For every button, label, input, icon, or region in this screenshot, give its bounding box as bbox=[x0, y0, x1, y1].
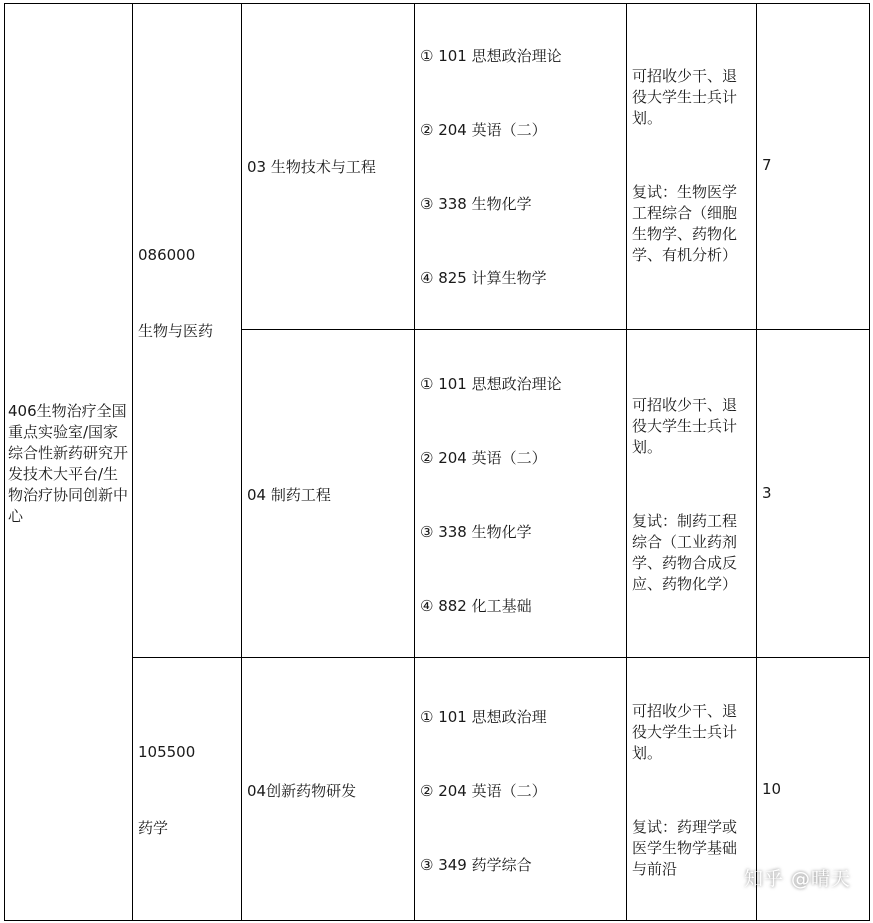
direction-name: 03 生物技术与工程 bbox=[247, 158, 376, 176]
col-divider-2 bbox=[241, 3, 242, 921]
quota-value: 7 bbox=[762, 156, 772, 174]
group-code: 086000 bbox=[138, 246, 196, 264]
note-retest: 复试：制药工程 综合（工业药剂 学、药物合成反 应、药物化学） bbox=[632, 512, 738, 593]
col-divider-0 bbox=[4, 3, 5, 921]
subject-item: ② 204 英语（二） bbox=[420, 782, 547, 800]
direction-name: 04创新药物研发 bbox=[247, 782, 357, 800]
group-name: 药学 bbox=[138, 819, 169, 837]
row-divider-2 bbox=[132, 657, 870, 658]
note-plan: 可招收少干、退 役大学生士兵计 划。 bbox=[632, 702, 738, 762]
note-retest: 复试：药理学或 医学生物学基础 与前沿 bbox=[632, 818, 738, 878]
col-divider-3 bbox=[414, 3, 415, 921]
table-border-bottom bbox=[4, 920, 870, 921]
table-border-top bbox=[4, 3, 870, 4]
note-plan: 可招收少干、退 役大学生士兵计 划。 bbox=[632, 67, 738, 127]
subject-item: ④ 882 化工基础 bbox=[420, 597, 532, 615]
subject-item: ③ 338 生物化学 bbox=[420, 195, 532, 213]
quota-value: 3 bbox=[762, 484, 772, 502]
subject-item: ② 204 英语（二） bbox=[420, 449, 547, 467]
watermark-text: 知乎 @晴天 bbox=[743, 868, 851, 890]
institute-name: 406生物治疗全国重点实验室/国家综合性新药研究开发技术大平台/生物治疗协同创新中心 bbox=[8, 402, 129, 525]
note-retest: 复试：生物医学 工程综合（细胞 生物学、药物化 学、有机分析） bbox=[632, 183, 738, 264]
quota-value: 10 bbox=[762, 780, 782, 798]
direction-name: 04 制药工程 bbox=[247, 486, 331, 504]
row-divider-1 bbox=[241, 329, 870, 330]
group-name: 生物与医药 bbox=[138, 322, 214, 340]
col-divider-1 bbox=[132, 3, 133, 921]
subject-item: ① 101 思想政治理论 bbox=[420, 375, 562, 393]
subject-item: ② 204 英语（二） bbox=[420, 121, 547, 139]
col-divider-4 bbox=[626, 3, 627, 921]
note-plan: 可招收少干、退 役大学生士兵计 划。 bbox=[632, 396, 738, 456]
subject-item: ③ 349 药学综合 bbox=[420, 856, 532, 874]
subject-item: ① 101 思想政治理 bbox=[420, 708, 547, 726]
col-divider-6 bbox=[869, 3, 870, 921]
subject-item: ④ 825 计算生物学 bbox=[420, 269, 547, 287]
subject-item: ③ 338 生物化学 bbox=[420, 523, 532, 541]
group-code: 105500 bbox=[138, 743, 196, 761]
col-divider-5 bbox=[756, 3, 757, 921]
subject-item: ① 101 思想政治理论 bbox=[420, 47, 562, 65]
